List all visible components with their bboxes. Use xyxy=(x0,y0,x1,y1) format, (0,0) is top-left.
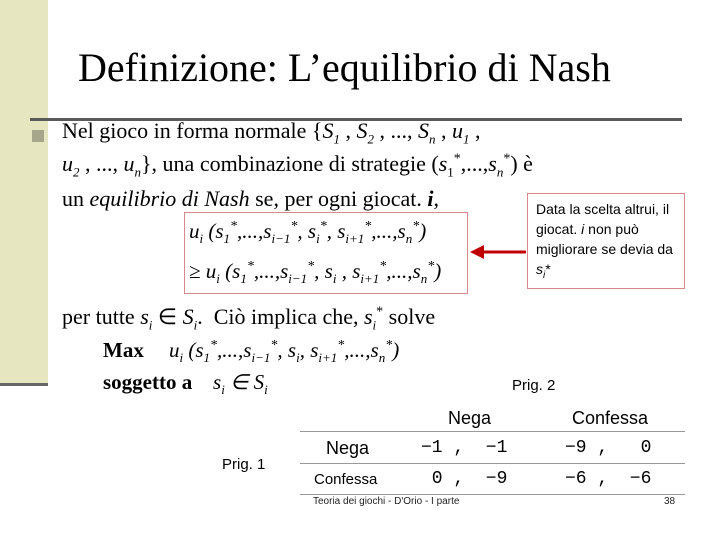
text-line-2: $u_2$ , ..., $u_n$}, una combinazione di strategie $(s_1^*,...,s_n^*)$ è xyxy=(62,151,533,180)
matrix-rule-bottom xyxy=(300,494,685,495)
payoff-cell-confessa-nega: 0 , −9 xyxy=(421,469,508,489)
max-label: Max xyxy=(103,338,144,362)
subject-label: soggetto a xyxy=(103,370,193,394)
player1-label: Prig. 1 xyxy=(222,456,266,473)
payoff-cell-confessa-confessa: −6 , −6 xyxy=(565,469,652,489)
row-header-confessa: Confessa xyxy=(314,471,378,488)
equation-1: $u_i$ ($s_1^*,...,s_{i-1}^*$, $s_i^*$, $s_{i+1}^*,...,s_n^*$) xyxy=(189,219,427,247)
col-header-confessa: Confessa xyxy=(572,408,649,428)
text-line-4: per tutte $s_i$ ∈ $S_i$. Ciò implica che, $s_i^*$ solve xyxy=(62,304,436,333)
payoff-cell-nega-nega: −1 , −1 xyxy=(421,438,508,458)
sidebar-edge xyxy=(0,383,48,386)
text-line-3: un equilibrio di Nash se, per ogni giocat. i, xyxy=(62,186,440,211)
explanation-note: Data la scelta altrui, il giocat. i non può migliorare se devia da $s_i*$ xyxy=(527,193,685,289)
page-number: 38 xyxy=(664,496,676,507)
square-bullet-icon xyxy=(32,130,44,142)
arrow-left-icon xyxy=(470,244,528,260)
col-header-nega: Nega xyxy=(448,408,492,428)
text-line-1: Nel gioco in forma normale {$S_1$ , $S_2$ , ..., $S_n$ , $u_1$ , xyxy=(62,118,481,147)
matrix-rule-top xyxy=(300,431,685,432)
row-header-nega: Nega xyxy=(326,438,370,458)
equation-2: ≥ $u_i$ ($s_1^*,...,s_{i-1}^*$, $s_i$ , $s_{i+1}^*,...,s_n^*$) xyxy=(189,259,442,287)
sidebar-decoration xyxy=(0,0,48,383)
player2-label: Prig. 2 xyxy=(512,377,556,394)
slide-title: Definizione: L’equilibrio di Nash xyxy=(78,45,611,90)
matrix-rule-middle xyxy=(300,463,685,464)
nash-condition-box xyxy=(184,212,468,294)
footer-text: Teoria dei giochi - D'Orio - I parte xyxy=(313,496,460,507)
constraint-row: soggetto a $s_i$ ∈ $S_i$ xyxy=(103,370,268,398)
max-problem: Max $u_i$ ($s_1^*,...,s_{i-1}^*$, $s_i$, $s_{i+1}^*,...,s_n^*$) xyxy=(103,338,400,366)
payoff-cell-nega-confessa: −9 , 0 xyxy=(565,438,652,458)
